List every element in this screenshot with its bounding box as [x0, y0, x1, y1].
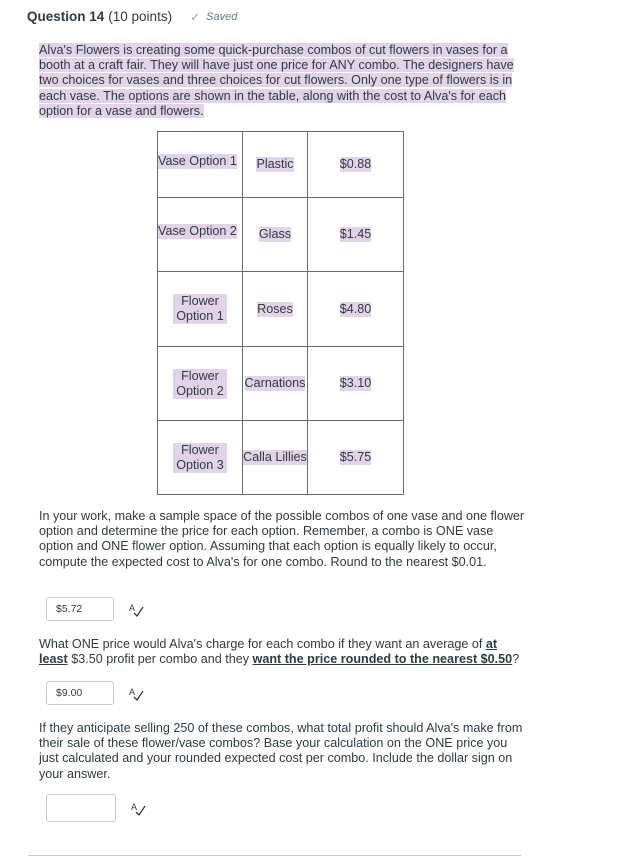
- cost-cell: $5.75: [308, 421, 404, 495]
- table-row: [158, 347, 404, 421]
- item-cell: Roses: [243, 272, 308, 347]
- question-points: (10 points): [108, 9, 173, 24]
- options-table: [157, 131, 404, 495]
- item-cell: Plastic: [243, 132, 308, 198]
- table-row: [158, 421, 404, 495]
- part3-answer-input[interactable]: [46, 794, 116, 822]
- part3-answer-row: [46, 794, 146, 822]
- option-cell: Flower Option 2: [158, 347, 243, 421]
- part2-answer-row: [46, 681, 144, 705]
- cost-cell: $0.88: [308, 132, 404, 198]
- spellcheck-icon[interactable]: [128, 685, 144, 701]
- table-row: [158, 132, 404, 198]
- part2-answer-input[interactable]: $9.00: [46, 681, 114, 705]
- part1-prompt: In your work, make a sample space of the possible combos of one vase and one flower option and determine the price for each option. Remember, a combo is ONE vase option and ONE flower option. Assuming that each option is equally likely to occur, compute the expected cost to Alva's for one combo. Round to the nearest $0.01.: [39, 509, 525, 569]
- intro-highlight: Alva's Flowers is creating some quick-purchase combos of cut flowers in vases for a booth at a craft fair. They will have just one price for ANY combo. The designers have two choices for vases and three choices for cut flowers. Only one type of flowers is in each vase. The options are shown in the table, along with the cost to Alva's for each option for a vase and flowers.: [39, 43, 514, 118]
- option-cell: Vase Option 2: [158, 198, 243, 272]
- svg-text:A: A: [129, 603, 136, 613]
- item-cell: Calla Lillies: [243, 421, 308, 495]
- saved-status: [190, 10, 237, 24]
- table-row: [158, 272, 404, 347]
- spellcheck-icon[interactable]: [128, 601, 144, 617]
- cost-cell: $4.80: [308, 272, 404, 347]
- option-cell: Vase Option 1: [158, 132, 243, 198]
- part3-prompt: If they anticipate selling 250 of these combos, what total profit should Alva's make from their sale of these flower/vase combos? Base your calculation on the ONE price you just calculated and your rounded expected cost per combo. Include the dollar sign on your answer.: [39, 721, 523, 781]
- intro-text: [39, 43, 529, 119]
- table-row: [158, 198, 404, 272]
- item-cell: Carnations: [243, 347, 308, 421]
- svg-text:A: A: [131, 802, 138, 812]
- part1-answer-row: [46, 597, 144, 621]
- question-header: [27, 9, 237, 24]
- cost-cell: $1.45: [308, 198, 404, 272]
- at-least-emphasis: at least: [39, 637, 498, 667]
- item-cell: Glass: [243, 198, 308, 272]
- svg-text:A: A: [129, 687, 136, 697]
- rounding-emphasis: want the price rounded to the nearest $0.50: [252, 652, 513, 667]
- question-title: Question 14: [27, 9, 105, 24]
- bottom-divider: [28, 855, 521, 856]
- saved-label: Saved: [206, 11, 238, 23]
- option-cell: Flower Option 1: [158, 272, 243, 347]
- part2-prompt: What ONE price would Alva's charge for each combo if they want an average of at least $3.50 profit per combo and they want the price rounded to the nearest $0.50?: [39, 637, 520, 667]
- spellcheck-icon[interactable]: [130, 800, 146, 816]
- part1-answer-input[interactable]: $5.72: [46, 597, 114, 621]
- checkmark-icon: ✓: [190, 10, 201, 24]
- cost-cell: $3.10: [308, 347, 404, 421]
- option-cell: Flower Option 3: [158, 421, 243, 495]
